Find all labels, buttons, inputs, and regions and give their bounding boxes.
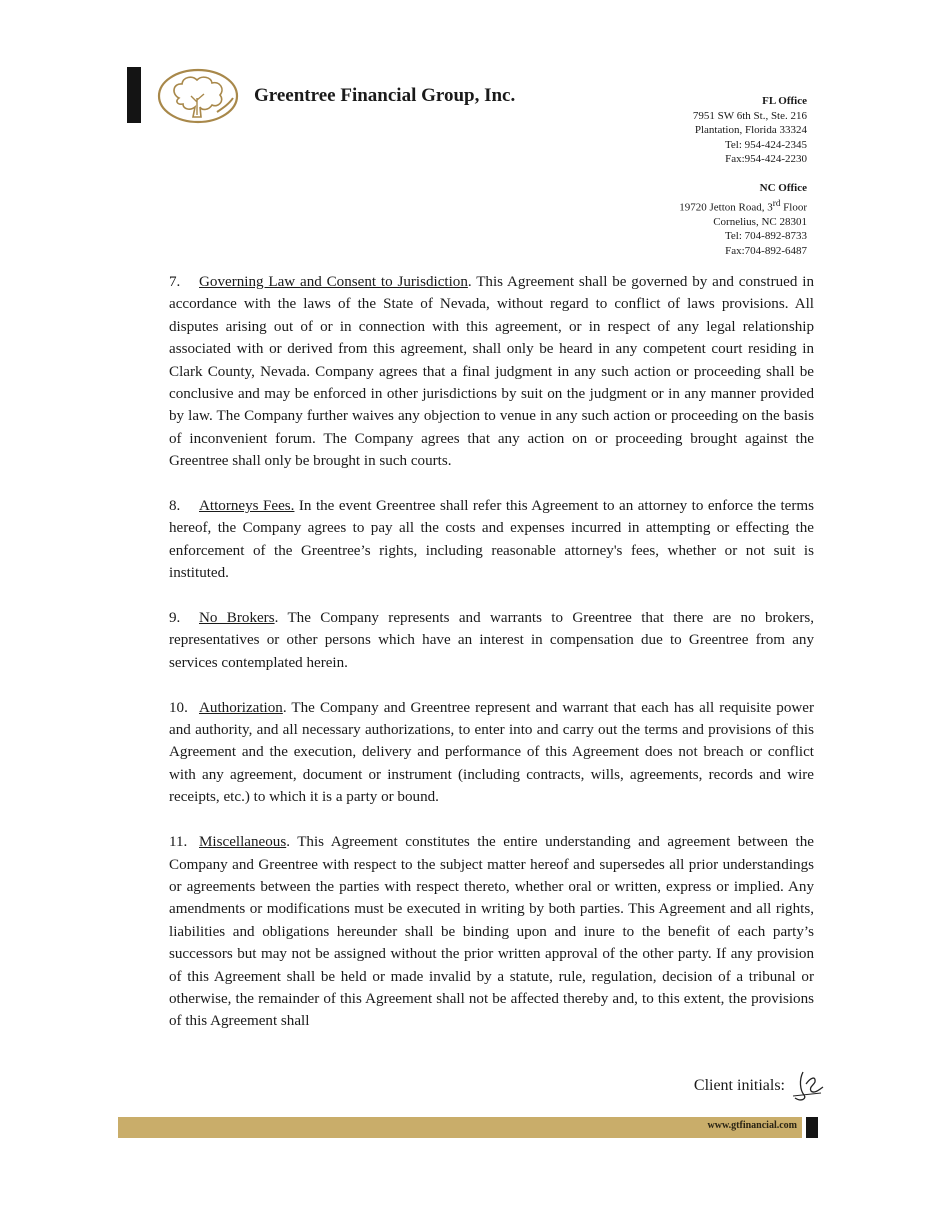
section-8 (169, 495, 814, 585)
header-black-bar (127, 67, 141, 123)
nc-address-part: 19720 Jetton Road, 3 (679, 201, 773, 214)
section-heading: Miscellaneous (199, 834, 287, 851)
nc-address-floor: Floor (780, 201, 807, 214)
signature-icon (789, 1068, 825, 1104)
section-9 (169, 607, 814, 674)
section-number: 11. (169, 834, 188, 851)
fl-office-address: 7951 SW 6th St., Ste. 216 (692, 109, 807, 122)
footer-black-block (806, 1117, 818, 1138)
nc-office-fax: Fax:704-892-6487 (725, 245, 807, 257)
fl-office-city: Plantation, Florida 33324 (694, 124, 807, 137)
section-number: 9. (169, 610, 181, 627)
company-name: Greentree Financial Group, Inc. (254, 85, 516, 106)
section-number: 10. (169, 699, 188, 716)
nc-address-sup: rd (772, 197, 781, 208)
section-heading: Governing Law and Consent to Jurisdiction (199, 274, 468, 290)
fl-office-tel: Tel: 954-424-2345 (724, 138, 807, 151)
section-number: 7. (169, 274, 181, 290)
section-11 (169, 831, 814, 1033)
section-text: In the event Greentree shall refer this Agreement to an attorney to enforce the terms hereof, the Company agrees to pay all the costs and expenses incurred in attempting or effecting the enforcement of the Greentree’s rights, including reasonable attorney's fees, whether or not suit is instituted. (169, 498, 814, 582)
nc-office-title: NC Office (759, 181, 807, 194)
footer-url[interactable]: www.gtfinancial.com (707, 1120, 797, 1131)
nc-office-tel: Tel: 704-892-8733 (724, 230, 807, 243)
agreement-body (169, 271, 814, 1055)
tree-logo-icon (157, 68, 239, 124)
fl-office-fax: Fax:954-424-2230 (725, 153, 807, 166)
section-text: . This Agreement constitutes the entire understanding and agreement between the Company and Greentree with respect to the subject matter hereof and supersedes all prior understandings or agreements between the parties with respect thereto, whether oral or written, express or implied. Any amendments or modifications must be executed in writing by both parties. This Agreement and all rights, liabilities and obligations hereunder shall be binding upon and inure to the benefit of each party’s successors but may not be assigned without the prior written approval of the other party. If any provision of this Agreement shall be held or made invalid by a statute, rule, regulation, decision of a tribunal or otherwise, the remainder of this Agreement shall not be affected thereby and, to this extent, the provisions of this Agreement shall (169, 834, 814, 1030)
footer-bar (118, 1117, 802, 1138)
nc-office-city: Cornelius, NC 28301 (713, 215, 807, 228)
section-heading: Attorneys Fees. (199, 498, 295, 515)
nc-office (679, 181, 807, 259)
section-text: . The Company and Greentree represent and warrant that each has all requisite power and authority, and all necessary authorizations, to enter into and carry out the terms and provisions of this Agreement and the execution, delivery and performance of this Agreement does not breach or conflict with any agreement, document or instrument (including contracts, wills, agreements, records and wire receipts, etc.) to which it is a party or bound. (169, 699, 814, 806)
office-addresses (679, 94, 807, 273)
client-initials (694, 1068, 825, 1104)
section-heading: No Brokers (199, 610, 275, 627)
fl-office (679, 94, 807, 167)
section-text: . The Company represents and warrants to Greentree that there are no brokers, representatives or other persons which have an interest in compensation due to Greentree from any services contemplated herein. (169, 610, 814, 671)
section-text: . This Agreement shall be governed by and construed in accordance with the laws of the State of Nevada, without regard to conflict of laws provisions. All disputes arising out of or in connection with this agreement, or in respect of any legal relationship associated with or derived from this agreement, shall only be heard in any competent court residing in Clark County, Nevada. Company agrees that a final judgment in any such action or proceeding shall be conclusive and may be enforced in other jurisdictions by suit on the judgment or in any manner provided by law. The Company further waives any objection to venue in any such action or proceeding on the basis of inconvenient forum. The Company agrees that any action on or proceeding brought against the Greentree shall only be brought in such courts. (169, 274, 814, 470)
section-heading: Authorization (199, 699, 283, 716)
fl-office-title: FL Office (762, 95, 807, 107)
section-7 (169, 271, 814, 473)
client-initials-label: Client initials: (693, 1077, 785, 1094)
section-10 (169, 697, 814, 809)
section-number: 8. (169, 498, 181, 515)
nc-office-address (679, 196, 807, 215)
